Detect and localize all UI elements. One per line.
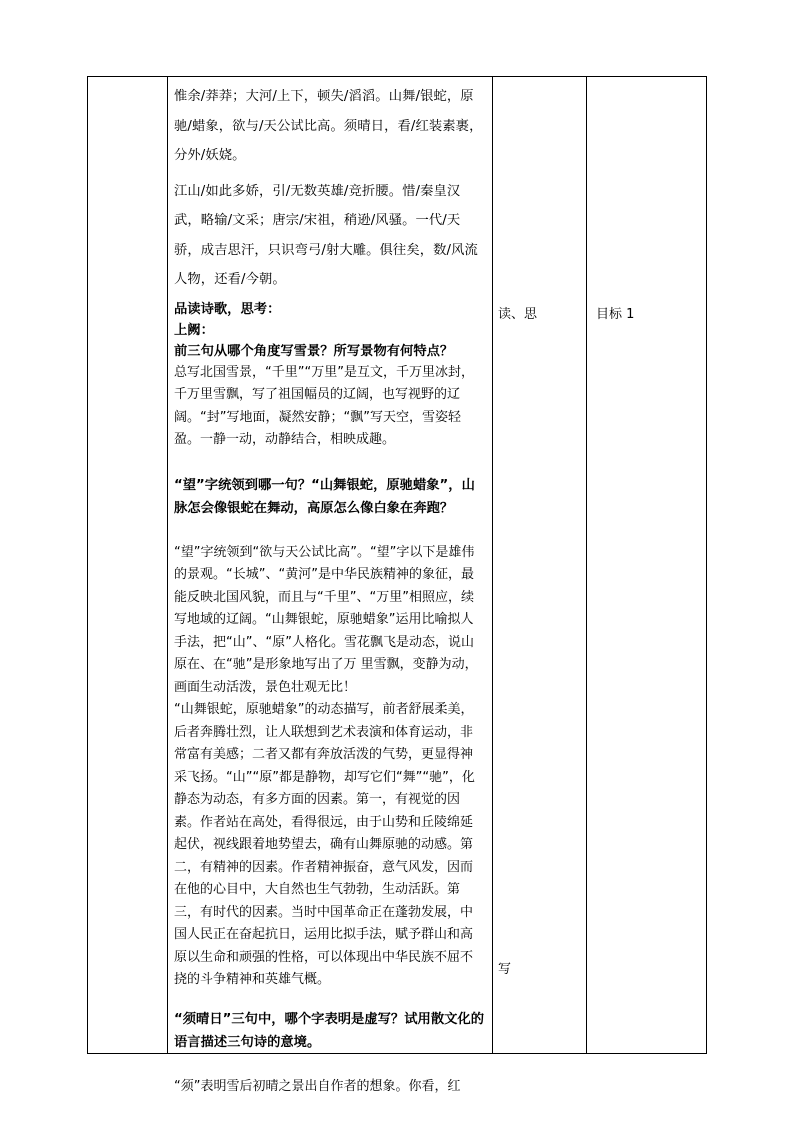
answer-2-analysis: “山舞银蛇，原驰蜡象”的动态描写，前者舒展柔美，后者奔腾壮烈，让人联想到艺术表演和体育运动，非常富有美感；二者又都有奔放活泼的气势，更显得神采飞扬。“山”“原”都是静物，却写它们“舞”“驰”，化静态为动态，有多方面的因素。第一，有视觉的因素。作者站在高处，看得很远，由于山势和丘陵绵延起伏，视线跟着地势望去，确有山舞原驰的动感。第二，有精神的因素。作者精神振奋，意气风发，因而在他的心目中，大自然也生气勃勃，生动活跃。第三，有时代的因素。当时中国革命正在蓬勃发展，中国人民正在奋起抗日，运用比拟手法，赋予群山和高原以生命和顽强的性格，可以体现出中华民族不屈不挠的斗争精神和英雄气概。	[174, 702, 475, 987]
column-divider	[167, 77, 168, 1053]
goal-label: 目标 1	[596, 307, 635, 322]
answer-2: “望”字统领到“欲与天公试比高”。“望”字以下是雄伟的景观。“长城”、“黄河”是中华民族精神的象征，最能反映北国风貌，而且与“千里”、“万里”相照应，续写地域的辽阔。“山舞银蛇，原驰蜡象”运用比喻拟人手法，把“山”、“原”人格化。雪花飘飞是动态，说山原在、在“驰”是形象地写出了万 里雪飘，变静为动，画面生动活泼，景色壮观无比！	[174, 544, 478, 695]
lesson-table	[87, 76, 707, 1094]
question-1: 前三句从哪个角度写雪景？所写景物有何特点？	[174, 343, 454, 359]
column-divider	[586, 77, 587, 1053]
activity-read-think: 读、思	[498, 307, 538, 322]
question-3: “须晴日”三句中，哪个字表明是虚写？试用散文化的语言描述三句诗的意境。	[174, 1011, 485, 1050]
column-divider	[492, 77, 493, 1053]
task-heading: 品读诗歌，思考：	[174, 301, 281, 317]
section-label: 上阙：	[174, 322, 214, 338]
activity-write: 写	[498, 962, 512, 977]
answer-1: 总写北国雪景，“千里”“万里”是互文，千万里冰封，千万里雪飘，写了祖国幅员的辽阔，也写视野的辽阔。“封”写地面，凝然安静；“飘”写天空，雪姿轻盈。一静一动，动静结合，相映成趣。	[174, 364, 474, 447]
answer-3: “须”表明雪后初晴之景出自作者的想象。你看，红	[174, 1078, 461, 1094]
question-2: “望”字统领到哪一句？“山舞银蛇，原驰蜡象”，山脉怎会像银蛇在舞动，高原怎么像白象在奔跑？	[174, 477, 475, 516]
content-cell	[174, 77, 485, 1094]
poem-stanza-2: 江山/如此多娇，引/无数英雄/竞折腰。惜/秦皇汉武，略输/文采；唐宗/宋祖，稍逊/风骚。一代/天骄，成吉思汗，只识弯弓/射大雕。俱往矣，数/风流人物，还看/今朝。	[174, 183, 478, 287]
poem-stanza-1: 惟余/莽莽；大河/上下，顿失/滔滔。山舞/银蛇，原驰/蜡象，欲与/天公试比高。须晴日，看/红装素裹，分外/妖娆。	[174, 89, 483, 163]
